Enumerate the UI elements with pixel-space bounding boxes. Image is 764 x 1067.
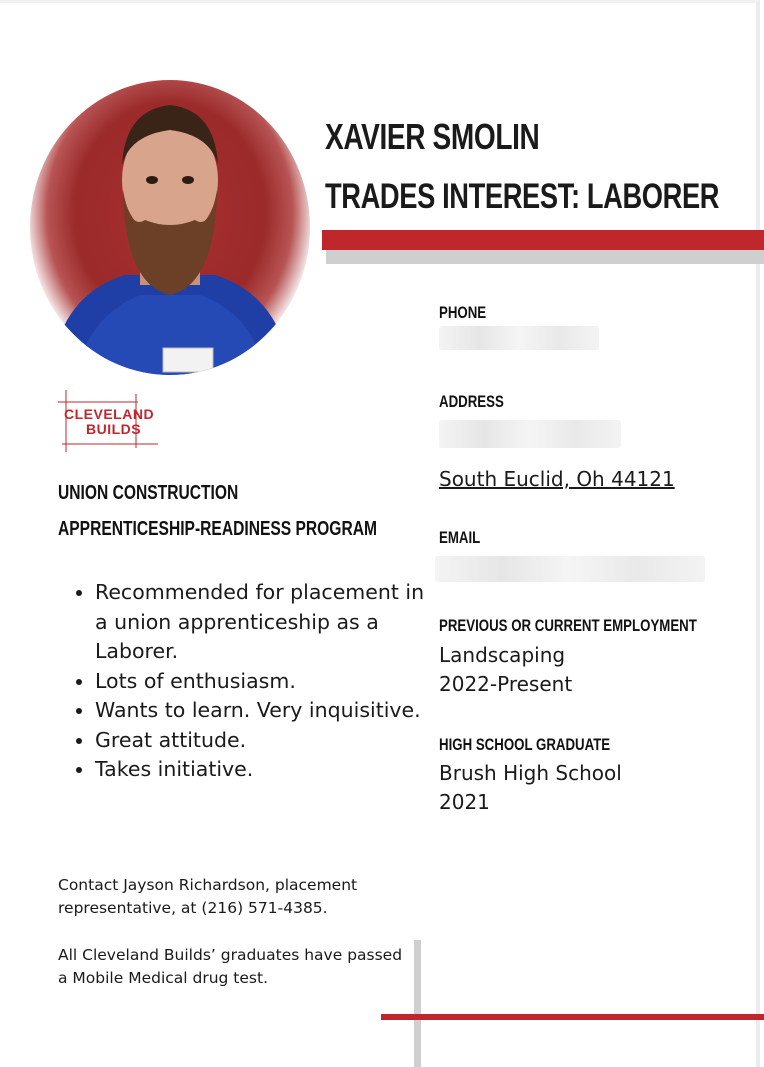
header-grey-stripe: [326, 250, 764, 264]
employment-value: Landscaping: [439, 643, 566, 667]
school-label: HIGH SCHOOL GRADUATE: [439, 735, 611, 754]
contact-note: Contact Jayson Richardson, placement representative, at (216) 571-4385.: [58, 876, 358, 917]
footer-vertical-line: [414, 940, 421, 1067]
employment-dates: 2022-Present: [439, 672, 573, 696]
highlights-list: [60, 578, 440, 785]
email-redacted: [435, 556, 705, 582]
list-item: • Wants to learn. Very inquisitive.: [95, 696, 440, 726]
employment-label: PREVIOUS OR CURRENT EMPLOYMENT: [439, 616, 697, 635]
list-item: • Takes initiative.: [95, 755, 440, 785]
header-accent-stripe: [322, 230, 764, 250]
phone-redacted: [439, 326, 599, 350]
list-item: • Recommended for placement in a union apprenticeship as a Laborer.: [95, 578, 440, 667]
drug-test-note: All Cleveland Builds’ graduates have passed a Mobile Medical drug test.: [58, 946, 403, 987]
logo-line-1: CLEVELAND: [64, 406, 155, 422]
logo-line-2: BUILDS: [86, 421, 142, 437]
cleveland-builds-logo: [58, 390, 168, 452]
footer-red-line: [381, 1014, 764, 1020]
list-item: • Lots of enthusiasm.: [95, 667, 440, 697]
candidate-name: XAVIER SMOLIN: [325, 116, 540, 157]
list-item: • Great attitude.: [95, 726, 440, 756]
address-city: South Euclid, Oh 44121: [439, 467, 675, 491]
program-title-line-1: UNION CONSTRUCTION: [58, 482, 239, 504]
profile-photo: [30, 80, 310, 375]
trade-interest: TRADES INTEREST: LABORER: [325, 177, 720, 216]
school-value: Brush High School: [439, 761, 622, 785]
program-title-line-2: APPRENTICESHIP-READINESS PROGRAM: [58, 518, 377, 540]
email-label: EMAIL: [439, 528, 481, 547]
school-year: 2021: [439, 790, 490, 814]
phone-label: PHONE: [439, 303, 487, 322]
address-label: ADDRESS: [439, 392, 504, 411]
address-redacted: [439, 420, 621, 448]
